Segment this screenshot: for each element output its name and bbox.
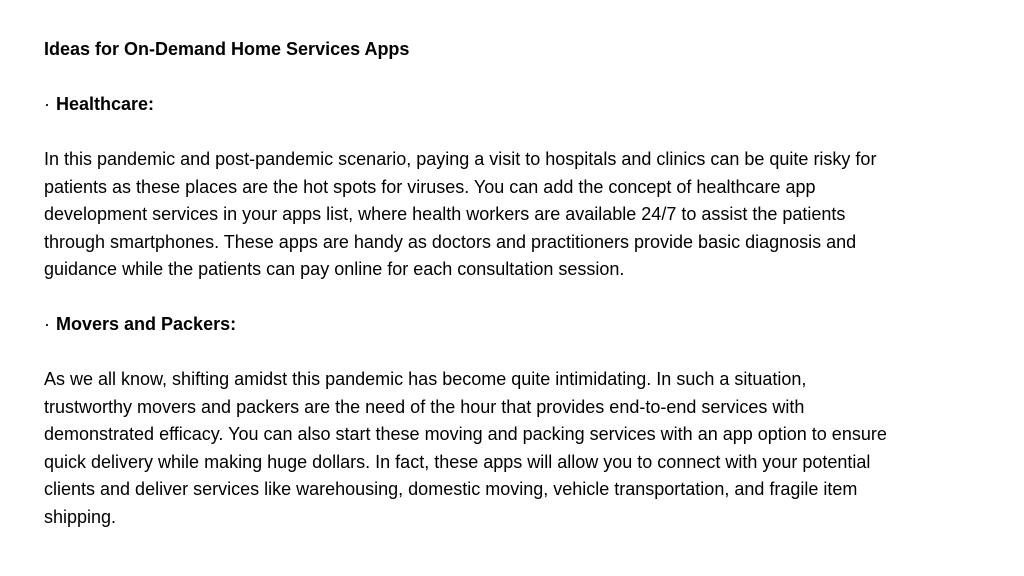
section-heading-label: Healthcare: [56,94,155,114]
paragraph-line: development services in your apps list, where health workers are available 24/7 to assist the patients [44,204,846,224]
paragraph-line: trustworthy movers and packers are the need of the hour that provides end-to-end services with [44,396,805,417]
paragraph-line: As we all know, shifting amidst this pandemic has become quite intimidating. In such a situation, [44,369,807,389]
section-heading-healthcare [44,91,994,119]
paragraph-line: clients and deliver services like warehousing, domestic moving, vehicle transportation, and fragile item [44,479,858,499]
section-heading-movers-and-packers [44,311,994,339]
bullet-icon: · [44,94,50,114]
paragraph-line: through smartphones. These apps are handy as doctors and practitioners provide basic diagnosis and [44,231,857,252]
paragraph-line: demonstrated efficacy. You can also start these moving and packing services with an app option to ensure [44,424,887,444]
document-body [44,36,994,531]
paragraph-line: In this pandemic and post-pandemic scenario, paying a visit to hospitals and clinics can be quite risky for [44,149,877,169]
section-paragraph-movers-and-packers [44,366,994,531]
section-paragraph-healthcare [44,146,994,284]
section-heading-label: Movers and Packers: [56,314,237,334]
bullet-icon: · [44,314,50,334]
paragraph-line: quick delivery while making huge dollars. In fact, these apps will allow you to connect with your potential [44,451,871,472]
paragraph-line: shipping. [44,506,117,527]
document-title: Ideas for On-Demand Home Services Apps [44,39,410,59]
paragraph-line: guidance while the patients can pay online for each consultation session. [44,259,625,279]
paragraph-line: patients as these places are the hot spots for viruses. You can add the concept of healthcare app [44,176,816,197]
